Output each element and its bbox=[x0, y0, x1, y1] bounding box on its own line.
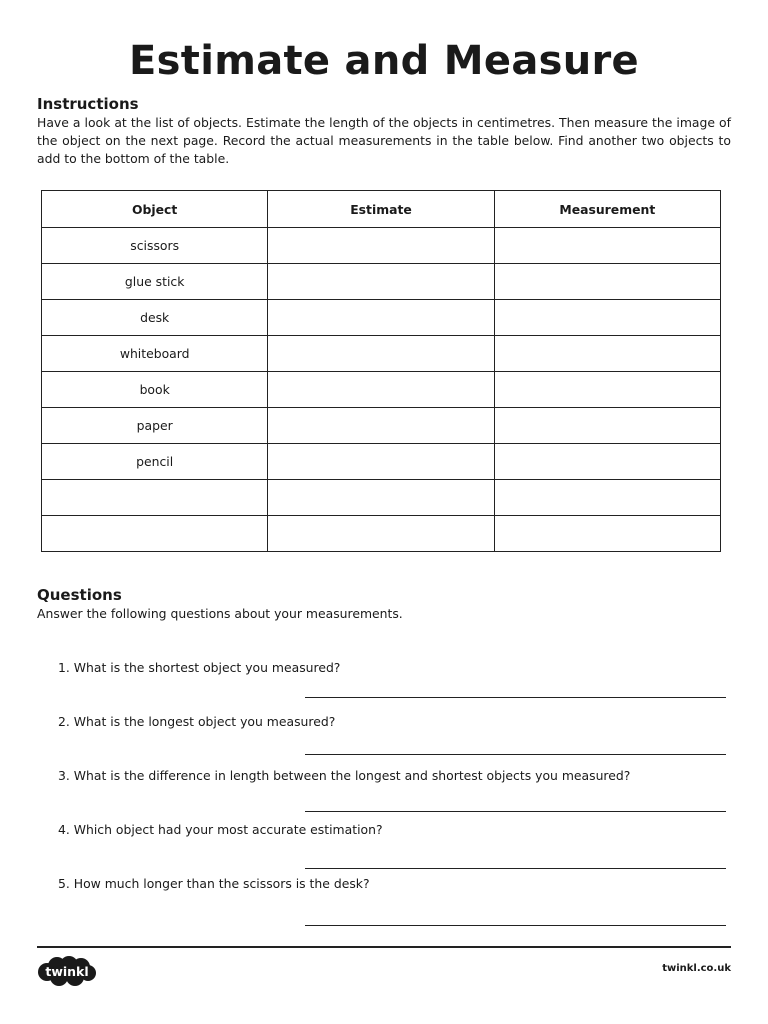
column-header-object: Object bbox=[42, 191, 268, 228]
measurement-cell[interactable] bbox=[494, 408, 720, 444]
question-3: 3. What is the difference in length between the longest and shortest objects you measured? bbox=[58, 768, 631, 783]
answer-line-3[interactable] bbox=[305, 811, 726, 812]
table-row bbox=[42, 264, 721, 300]
estimate-cell[interactable] bbox=[268, 408, 494, 444]
questions-heading: Questions bbox=[37, 586, 122, 604]
object-cell: desk bbox=[42, 300, 268, 336]
estimate-cell[interactable] bbox=[268, 228, 494, 264]
question-1: 1. What is the shortest object you measured? bbox=[58, 660, 341, 675]
estimate-cell[interactable] bbox=[268, 444, 494, 480]
answer-line-5[interactable] bbox=[305, 925, 726, 926]
object-cell: book bbox=[42, 372, 268, 408]
instructions-heading: Instructions bbox=[37, 95, 139, 113]
table-row bbox=[42, 372, 721, 408]
measurement-cell[interactable] bbox=[494, 444, 720, 480]
measurement-cell[interactable] bbox=[494, 480, 720, 516]
object-cell: paper bbox=[42, 408, 268, 444]
object-cell: whiteboard bbox=[42, 336, 268, 372]
table-row bbox=[42, 444, 721, 480]
object-cell: glue stick bbox=[42, 264, 268, 300]
measurement-cell[interactable] bbox=[494, 228, 720, 264]
table-row bbox=[42, 480, 721, 516]
measurement-cell[interactable] bbox=[494, 336, 720, 372]
question-2: 2. What is the longest object you measured? bbox=[58, 714, 336, 729]
table-row bbox=[42, 516, 721, 552]
measurement-cell[interactable] bbox=[494, 300, 720, 336]
measurement-table bbox=[41, 190, 721, 552]
measurement-cell[interactable] bbox=[494, 372, 720, 408]
answer-line-4[interactable] bbox=[305, 868, 726, 869]
estimate-cell[interactable] bbox=[268, 372, 494, 408]
estimate-cell[interactable] bbox=[268, 480, 494, 516]
table-row bbox=[42, 300, 721, 336]
table-row bbox=[42, 336, 721, 372]
table-row bbox=[42, 408, 721, 444]
column-header-estimate: Estimate bbox=[268, 191, 494, 228]
table-header-row bbox=[42, 191, 721, 228]
measurement-cell[interactable] bbox=[494, 516, 720, 552]
object-cell[interactable] bbox=[42, 480, 268, 516]
question-4: 4. Which object had your most accurate estimation? bbox=[58, 822, 383, 837]
column-header-measurement: Measurement bbox=[494, 191, 720, 228]
object-cell: scissors bbox=[42, 228, 268, 264]
questions-intro: Answer the following questions about your measurements. bbox=[37, 606, 403, 621]
page-title: Estimate and Measure bbox=[129, 38, 639, 84]
estimate-cell[interactable] bbox=[268, 264, 494, 300]
logo-text: twinkl bbox=[45, 964, 89, 979]
answer-line-1[interactable] bbox=[305, 697, 726, 698]
footer-divider bbox=[37, 946, 731, 948]
estimate-cell[interactable] bbox=[268, 300, 494, 336]
table-row bbox=[42, 228, 721, 264]
question-5: 5. How much longer than the scissors is the desk? bbox=[58, 876, 370, 891]
estimate-cell[interactable] bbox=[268, 516, 494, 552]
twinkl-logo bbox=[37, 955, 97, 987]
object-cell[interactable] bbox=[42, 516, 268, 552]
answer-line-2[interactable] bbox=[305, 754, 726, 755]
site-url: twinkl.co.uk bbox=[662, 963, 731, 974]
object-cell: pencil bbox=[42, 444, 268, 480]
estimate-cell[interactable] bbox=[268, 336, 494, 372]
instructions-text: Have a look at the list of objects. Estimate the length of the objects in centimetres. Then measure the image of the object on the next page. Record the actual measurements in the table below. Find another two objects to add to the bottom of the table. bbox=[37, 115, 731, 166]
measurement-cell[interactable] bbox=[494, 264, 720, 300]
